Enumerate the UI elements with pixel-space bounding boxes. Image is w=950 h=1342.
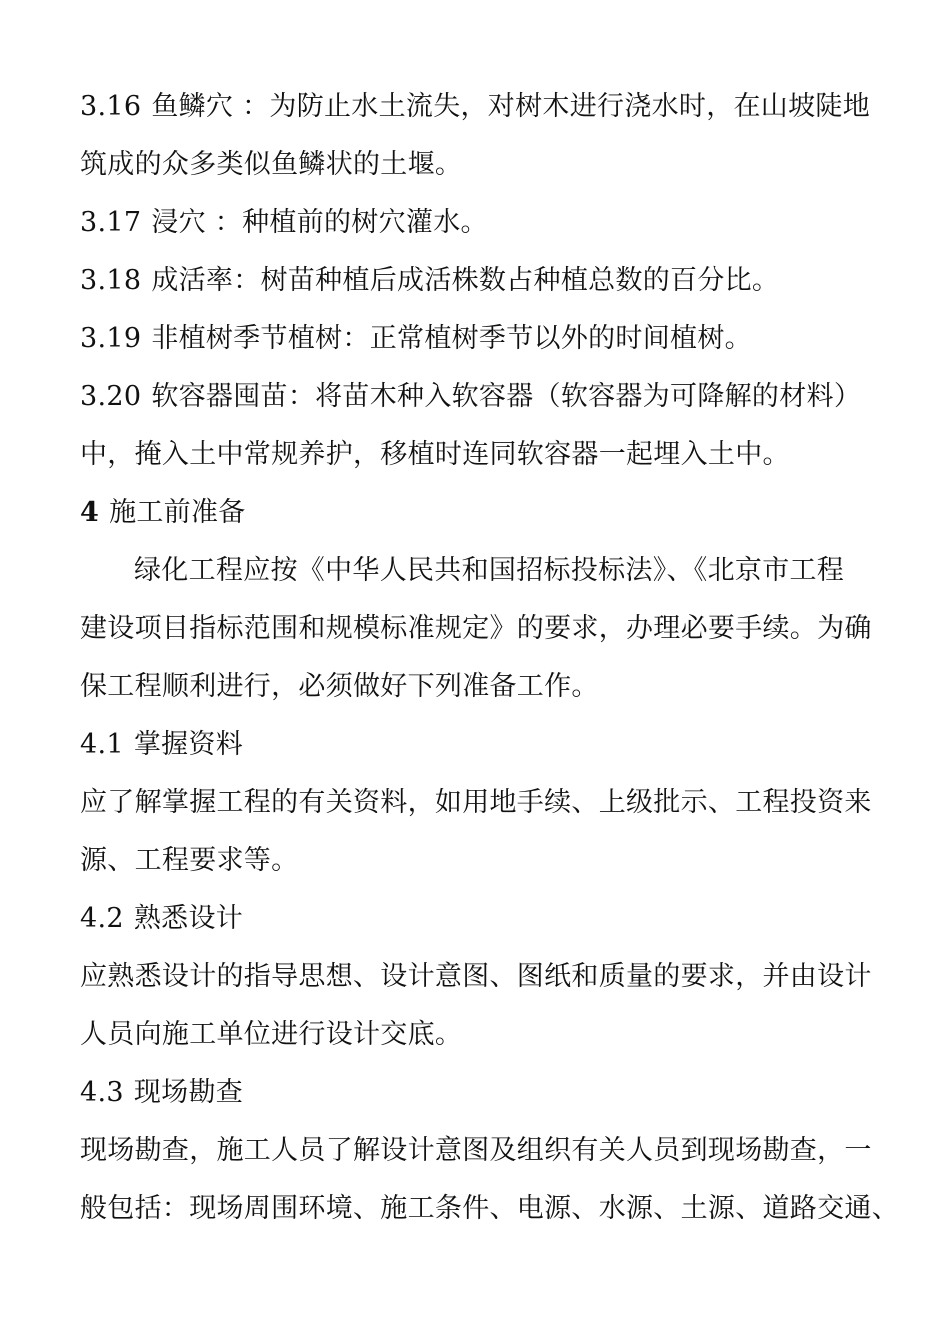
- paragraph-line: 现场勘查，施工人员了解设计意图及组织有关人员到现场勘查，一: [80, 1135, 872, 1166]
- clause-number: 3.18: [80, 265, 142, 296]
- paragraph-line: 应了解掌握工程的有关资料，如用地手续、上级批示、工程投资来: [80, 787, 872, 818]
- subsection-heading: [80, 890, 872, 948]
- paragraph-line: 建设项目指标范围和规模标准规定》的要求，办理必要手续。为确: [80, 613, 872, 644]
- section-heading: [80, 484, 872, 542]
- clause-number: 3.17: [80, 207, 142, 238]
- text-line: 筑成的众多类似鱼鳞状的土堰。: [80, 149, 463, 180]
- section-title: 施工前准备: [109, 497, 246, 528]
- text-line: [80, 78, 872, 136]
- paragraph-line: 保工程顺利进行，必须做好下列准备工作。: [80, 671, 599, 702]
- subsection-number: 4.2: [80, 903, 124, 934]
- paragraph-line: 人员向施工单位进行设计交底。: [80, 1019, 463, 1050]
- subsection-title: 熟悉设计: [133, 903, 244, 934]
- text-line: [80, 368, 872, 426]
- text-line: 中，掩入土中常规养护，移植时连同软容器一起埋入土中。: [80, 439, 790, 470]
- subsection-title: 掌握资料: [133, 729, 244, 760]
- clause-text: 非植树季节植树：正常植树季节以外的时间植树。: [151, 323, 752, 354]
- text-line: [80, 194, 872, 252]
- document-page: [80, 78, 899, 1238]
- clause-text: 鱼鳞穴 ：为防止水土流失，对树木进行浇水时，在山坡陡地: [151, 91, 871, 122]
- paragraph-line: 般包括：现场周围环境、施工条件、电源、水源、土源、道路交通、: [80, 1193, 899, 1224]
- paragraph-line: 绿化工程应按《中华人民共和国招标投标法》、《北京市工程: [134, 555, 845, 586]
- subsection-title: 现场勘查: [133, 1077, 244, 1108]
- subsection-heading: [80, 1064, 872, 1122]
- clause-text: 软容器囤苗：将苗木种入软容器（软容器为可降解的材料）: [151, 381, 862, 412]
- clause-text: 浸穴 ：种植前的树穴灌水。: [151, 207, 488, 238]
- clause-number: 3.20: [80, 381, 142, 412]
- paragraph-line: 源、工程要求等。: [80, 845, 299, 876]
- subsection-heading: [80, 716, 872, 774]
- paragraph-line: 应熟悉设计的指导思想、设计意图、图纸和质量的要求，并由设计: [80, 961, 872, 992]
- clause-number: 3.19: [80, 323, 142, 354]
- clause-text: 成活率：树苗种植后成活株数占种植总数的百分比。: [151, 265, 780, 296]
- clause-number: 3.16: [80, 91, 142, 122]
- section-number: 4: [80, 497, 100, 528]
- subsection-number: 4.3: [80, 1077, 124, 1108]
- text-line: [80, 310, 872, 368]
- subsection-number: 4.1: [80, 729, 124, 760]
- text-line: [80, 252, 872, 310]
